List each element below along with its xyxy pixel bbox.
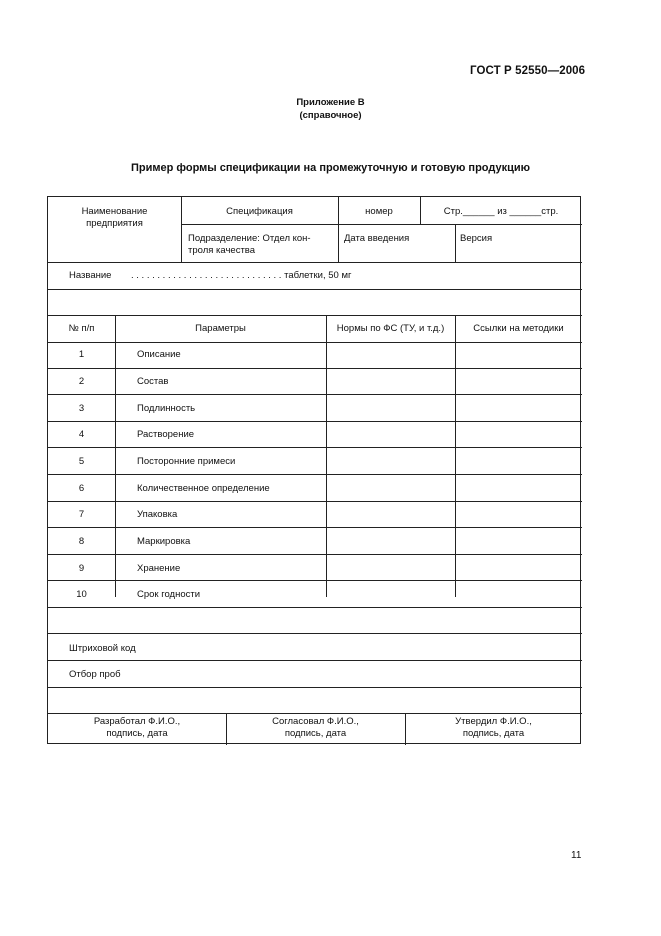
document-code: ГОСТ Р 52550—2006 <box>470 65 586 77</box>
signature-agreed: Согласовал Ф.И.О., подпись, дата <box>272 716 359 739</box>
row-num: 7 <box>78 509 85 520</box>
specification-form-table <box>47 196 581 744</box>
row-num: 9 <box>78 563 85 574</box>
appendix-title: Приложение В <box>296 97 365 108</box>
row-param: Описание <box>137 349 181 360</box>
row-num: 3 <box>78 403 85 414</box>
page-number: 11 <box>571 850 582 861</box>
product-name-value: . . . . . . . . . . . . . . . . . . . . . . . . . . . . . таблетки, 50 мг <box>131 270 352 281</box>
row-param: Подлинность <box>137 403 196 414</box>
col-params-header: Параметры <box>195 323 246 334</box>
row-param: Хранение <box>137 563 181 574</box>
row-num: 4 <box>78 429 85 440</box>
row-num: 2 <box>78 376 85 387</box>
number-label: номер <box>365 206 393 217</box>
sampling-label: Отбор проб <box>69 669 121 680</box>
appendix-subtitle: (справочное) <box>299 110 362 121</box>
org-name-label: Наименование предприятия <box>81 206 148 229</box>
row-param: Количественное определение <box>137 483 270 494</box>
form-title: Пример формы спецификации на промежуточную и готовую продукцию <box>130 162 531 174</box>
row-param: Растворение <box>137 429 195 440</box>
department-label: Подразделение: Отдел кон- троля качества <box>188 233 311 256</box>
signature-developed: Разработал Ф.И.О., подпись, дата <box>93 716 181 739</box>
appendix-heading <box>0 96 661 122</box>
col-num-header: № п/п <box>68 323 95 334</box>
page-ref-label: Стр.______ из ______стр. <box>443 206 559 217</box>
row-param: Маркировка <box>137 536 191 547</box>
col-norms-header: Нормы по ФС (ТУ, и т.д.) <box>336 323 445 334</box>
row-num: 5 <box>78 456 85 467</box>
row-param: Посторонние примеси <box>137 456 236 467</box>
row-num: 10 <box>76 589 87 600</box>
row-num: 1 <box>78 349 85 360</box>
row-param: Состав <box>137 376 169 387</box>
col-refs-header: Ссылки на методики <box>473 323 564 334</box>
row-num: 6 <box>78 483 85 494</box>
row-param: Упаковка <box>137 509 178 520</box>
row-num: 8 <box>78 536 85 547</box>
barcode-label: Штриховой код <box>69 643 136 654</box>
signature-approved: Утвердил Ф.И.О., подпись, дата <box>455 716 532 739</box>
spec-label: Спецификация <box>226 206 293 217</box>
row-param: Срок годности <box>137 589 201 600</box>
product-name-label: Название <box>69 270 112 281</box>
version-label: Версия <box>460 233 493 244</box>
intro-date-label: Дата введения <box>344 233 410 244</box>
